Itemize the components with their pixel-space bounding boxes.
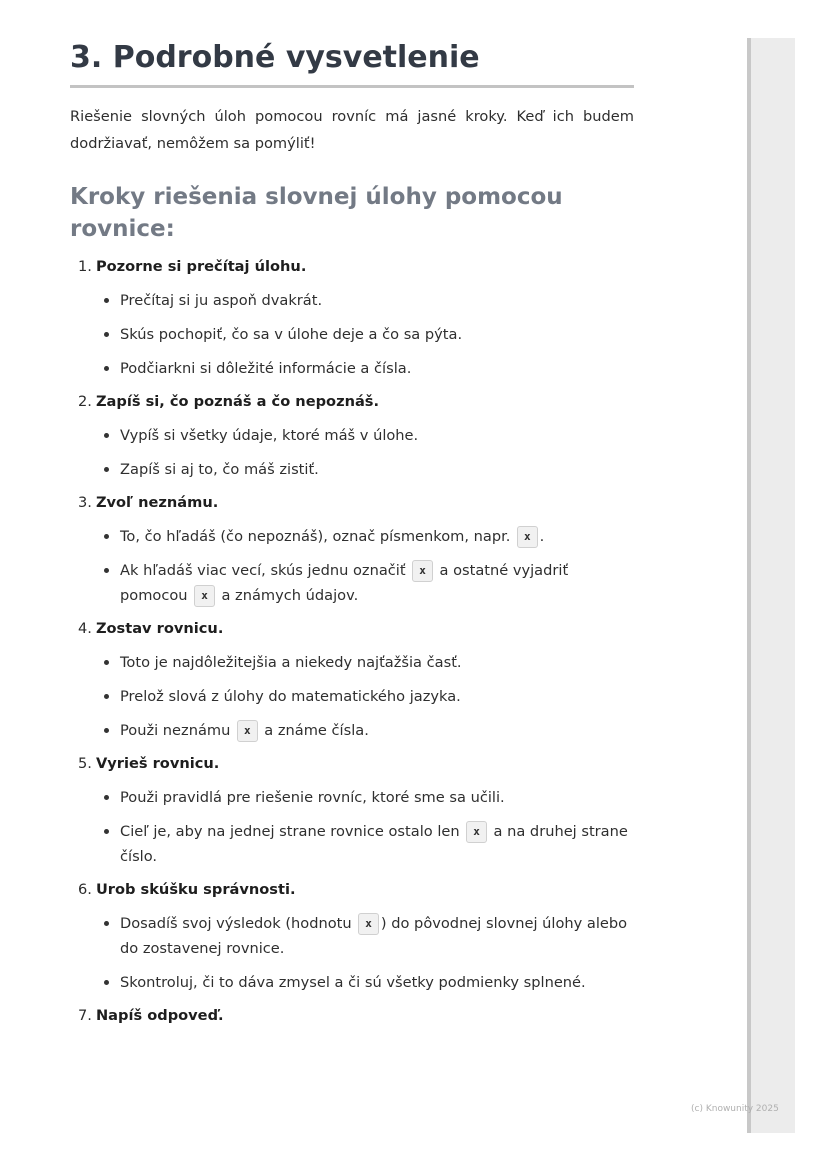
page-title: 3. Podrobné vysvetlenie xyxy=(70,38,634,88)
step-heading xyxy=(70,1004,634,1028)
step-heading xyxy=(70,390,634,414)
bullet-text: Toto je najdôležitejšia a niekedy najťažšia časť. xyxy=(120,654,462,672)
step-number: 4. xyxy=(78,620,92,638)
inline-code-variable: x xyxy=(466,821,487,843)
step-heading xyxy=(70,752,634,776)
step-item xyxy=(70,878,634,995)
step-title: Zapíš si, čo poznáš a čo nepoznáš. xyxy=(95,393,380,411)
bullet-text: . xyxy=(539,528,545,546)
bullet-text: Vypíš si všetky údaje, ktoré máš v úlohe. xyxy=(120,427,419,445)
step-bullets xyxy=(70,423,634,482)
document-content xyxy=(70,38,634,1037)
step-number: 7. xyxy=(78,1007,92,1025)
steps-list xyxy=(70,255,634,1028)
step-item xyxy=(70,752,634,869)
step-number: 6. xyxy=(78,881,92,899)
step-number: 3. xyxy=(78,494,92,512)
step-bullets xyxy=(70,524,634,608)
intro-paragraph: Riešenie slovných úloh pomocou rovníc má jasné kroky. Keď ich budem dodržiavať, nemôžem sa pomýliť! xyxy=(70,108,634,152)
step-item xyxy=(70,1004,634,1028)
step-bullets xyxy=(70,911,634,995)
inline-code-variable: x xyxy=(194,585,215,607)
bullet-item xyxy=(104,911,634,961)
step-bullets xyxy=(70,650,634,743)
copyright-footer: (c) Knowunity 2025 xyxy=(691,1104,779,1114)
bullet-text: To, čo hľadáš (čo nepoznáš), označ písmenkom, napr. xyxy=(120,528,516,546)
step-bullets xyxy=(70,785,634,869)
step-title: Zostav rovnicu. xyxy=(95,620,224,638)
step-item xyxy=(70,491,634,608)
step-heading xyxy=(70,617,634,641)
bullet-text: a na druhej strane číslo. xyxy=(120,823,628,866)
step-title: Pozorne si prečítaj úlohu. xyxy=(95,258,307,276)
bullet-text: Skús pochopiť, čo sa v úlohe deje a čo sa pýta. xyxy=(120,326,463,344)
step-title: Urob skúšku správnosti. xyxy=(95,881,296,899)
bullet-text: a známych údajov. xyxy=(216,587,359,605)
step-title: Zvoľ neznámu. xyxy=(95,494,219,512)
step-number: 1. xyxy=(78,258,92,276)
section-subtitle: Kroky riešenia slovnej úlohy pomocou rovnice: xyxy=(70,184,563,243)
bullet-item xyxy=(104,288,634,313)
bullet-item xyxy=(104,684,634,709)
step-heading xyxy=(70,491,634,515)
inline-code-variable: x xyxy=(237,720,258,742)
bullet-item xyxy=(104,558,634,608)
step-number: 2. xyxy=(78,393,92,411)
bullet-text: Podčiarkni si dôležité informácie a čísla. xyxy=(120,360,412,378)
bullet-item xyxy=(104,356,634,381)
step-item xyxy=(70,390,634,482)
inline-code-variable: x xyxy=(412,560,433,582)
step-heading xyxy=(70,878,634,902)
bullet-text: Použi pravidlá pre riešenie rovníc, ktoré sme sa učili. xyxy=(120,789,505,807)
bullet-item xyxy=(104,650,634,675)
inline-code-variable: x xyxy=(358,913,379,935)
bullet-text: Použi neznámu xyxy=(120,722,235,740)
bullet-text: Ak hľadáš viac vecí, skús jednu označiť xyxy=(120,562,411,580)
bullet-item xyxy=(104,785,634,810)
bullet-item xyxy=(104,322,634,347)
bullet-item xyxy=(104,524,634,549)
bullet-item xyxy=(104,457,634,482)
step-heading xyxy=(70,255,634,279)
bullet-text: a známe čísla. xyxy=(259,722,369,740)
step-item xyxy=(70,255,634,381)
bullet-text: ) do pôvodnej slovnej úlohy alebo do zostavenej rovnice. xyxy=(120,915,628,958)
bullet-text: Prelož slová z úlohy do matematického jazyka. xyxy=(120,688,461,706)
step-item xyxy=(70,617,634,743)
bullet-text: Dosadíš svoj výsledok (hodnotu xyxy=(120,915,357,933)
bullet-item xyxy=(104,423,634,448)
bullet-text: Prečítaj si ju aspoň dvakrát. xyxy=(120,292,323,310)
bullet-text: Cieľ je, aby na jednej strane rovnice ostalo len xyxy=(120,823,465,841)
bullet-item xyxy=(104,718,634,743)
bullet-item xyxy=(104,819,634,869)
page-sidebar xyxy=(747,38,795,1133)
bullet-text: Zapíš si aj to, čo máš zistiť. xyxy=(120,461,319,479)
bullet-text: a ostatné vyjadriť pomocou xyxy=(120,562,569,605)
bullet-item xyxy=(104,970,634,995)
bullet-text: Skontroluj, či to dáva zmysel a či sú všetky podmienky splnené. xyxy=(120,974,586,992)
step-title: Vyrieš rovnicu. xyxy=(95,755,220,773)
step-title: Napíš odpoveď. xyxy=(95,1007,224,1025)
step-number: 5. xyxy=(78,755,92,773)
step-bullets xyxy=(70,288,634,381)
inline-code-variable: x xyxy=(517,526,538,548)
